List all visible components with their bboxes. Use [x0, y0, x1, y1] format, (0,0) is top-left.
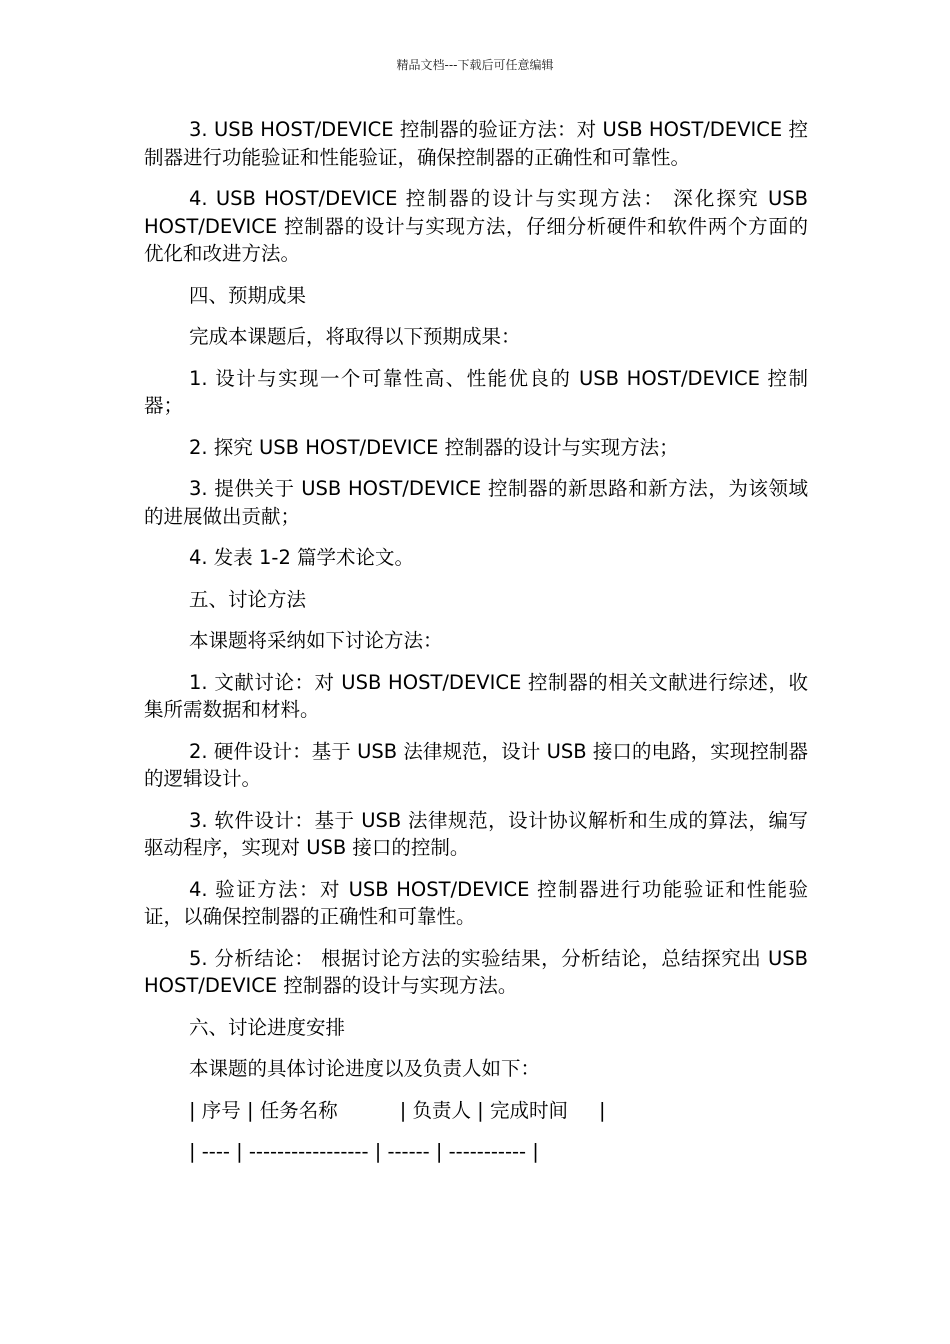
table-separator-row: | ---- | ----------------- | ------ | ----------- |	[189, 1140, 539, 1163]
table-header-row: | 序号 | 任务名称 | 负责人 | 完成时间 |	[189, 1098, 606, 1122]
list-item: 5. 分析结论： 根据讨论方法的实验结果，分析结论，总结探究出 USB HOST/DEVICE 控制器的设计与实现方法。	[144, 946, 815, 997]
paragraph: 本课题的具体讨论进度以及负责人如下：	[189, 1057, 541, 1080]
paragraph: 本课题将采纳如下讨论方法：	[189, 629, 443, 652]
paragraph: 4. USB HOST/DEVICE 控制器的设计与实现方法： 深化探究 USB HOST/DEVICE 控制器的设计与实现方法，仔细分析硬件和软件两个方面的优化和改进方法。	[144, 187, 815, 265]
list-item: 1. 设计与实现一个可靠性高、性能优良的 USB HOST/DEVICE 控制器；	[144, 366, 808, 417]
paragraph: 3. USB HOST/DEVICE 控制器的验证方法：对 USB HOST/DEVICE 控制器进行功能验证和性能验证，确保控制器的正确性和可靠性。	[144, 118, 808, 169]
section-heading: 六、讨论进度安排	[189, 1015, 346, 1039]
section-heading: 五、讨论方法	[189, 587, 307, 611]
page-header: 精品文档---下载后可任意编辑	[396, 58, 554, 72]
list-item: 2. 硬件设计：基于 USB 法律规范，设计 USB 接口的电路，实现控制器的逻辑设计。	[144, 739, 808, 790]
section-heading: 四、预期成果	[189, 283, 307, 307]
list-item: 3. 提供关于 USB HOST/DEVICE 控制器的新思路和新方法，为该领域的进展做出贡献；	[144, 477, 808, 528]
document-body	[144, 116, 815, 1180]
list-item: 1. 文献讨论：对 USB HOST/DEVICE 控制器的相关文献进行综述，收集所需数据和材料。	[144, 670, 808, 721]
paragraph: 完成本课题后，将取得以下预期成果：	[189, 325, 521, 348]
list-item: 4. 发表 1-2 篇学术论文。	[189, 546, 415, 569]
list-item: 4. 验证方法：对 USB HOST/DEVICE 控制器进行功能验证和性能验证，以确保控制器的正确性和可靠性。	[144, 877, 808, 928]
list-item: 3. 软件设计：基于 USB 法律规范，设计协议解析和生成的算法，编写驱动程序，实现对 USB 接口的控制。	[144, 808, 808, 859]
list-item: 2. 探究 USB HOST/DEVICE 控制器的设计与实现方法；	[189, 435, 679, 459]
